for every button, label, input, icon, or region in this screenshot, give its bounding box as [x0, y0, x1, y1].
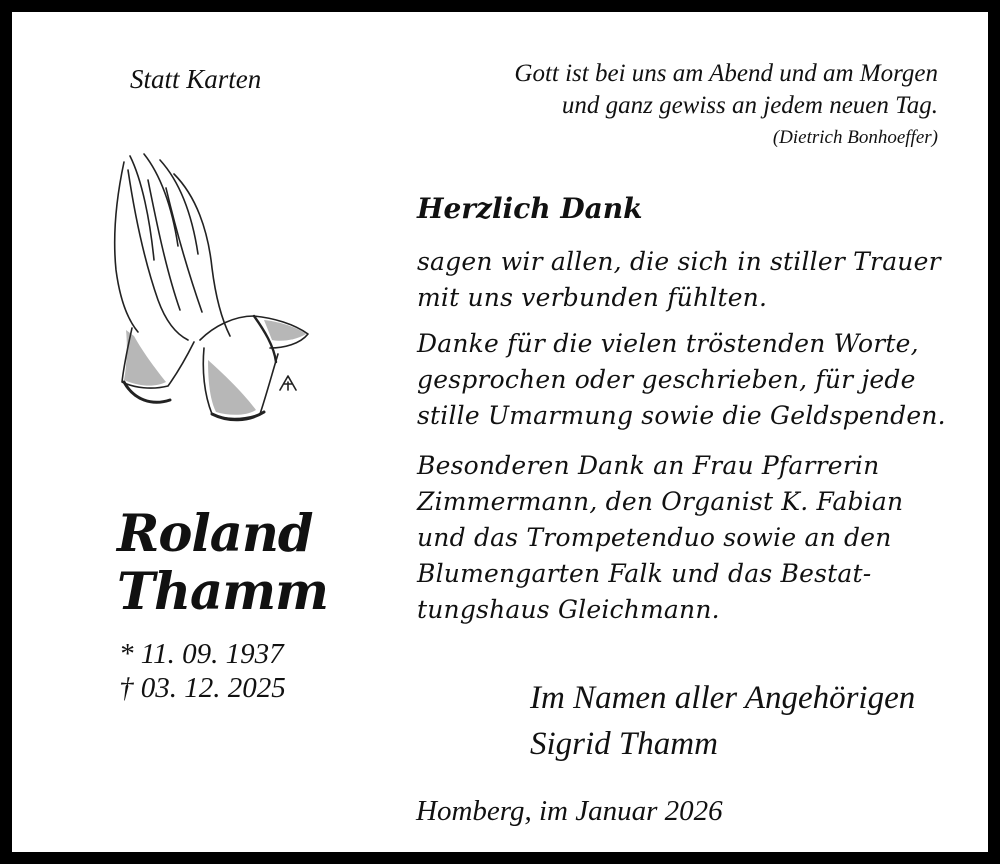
motto-quote [514, 58, 938, 152]
death-date: † 03. 12. 2025 [119, 672, 286, 704]
paragraph-line: stille Umarmung sowie die Geldspenden. [417, 401, 946, 430]
paragraph-line: und das Trompetenduo sowie an den [417, 523, 892, 552]
place-and-date: Homberg, im Januar 2026 [416, 795, 723, 827]
paragraph-line: Blumengarten Falk und das Bestat- [417, 559, 872, 588]
thanks-paragraph-3 [417, 448, 962, 628]
paragraph-line: tungshaus Gleichmann. [417, 595, 720, 624]
paragraph-line: Zimmermann, den Organist K. Fabian [417, 487, 904, 516]
paragraph-line: mit uns verbunden fühlten. [417, 283, 768, 312]
birth-date: * 11. 09. 1937 [119, 638, 284, 670]
deceased-first-name: Roland [117, 504, 313, 564]
signature [530, 675, 915, 767]
motto-line-2: und ganz gewiss an jedem neuen Tag. [561, 92, 938, 119]
motto-line-1: Gott ist bei uns am Abend und am Morgen [514, 60, 938, 87]
praying-hands-icon [104, 150, 314, 425]
deceased-last-name: Thamm [117, 562, 329, 622]
thanks-paragraph-2 [417, 326, 962, 434]
paragraph-line: Besonderen Dank an Frau Pfarrerin [417, 451, 880, 480]
paragraph-line: Danke für die vielen tröstenden Worte, [417, 329, 919, 358]
paragraph-line: sagen wir allen, die sich in stiller Trauer [417, 247, 941, 276]
signature-name: Sigrid Thamm [530, 726, 718, 762]
paragraph-line: gesprochen oder geschrieben, für jede [417, 365, 916, 394]
thanks-paragraph-1 [417, 244, 962, 316]
deceased-name [117, 505, 328, 621]
header-statt-karten: Statt Karten [130, 64, 262, 94]
life-dates [119, 637, 286, 705]
motto-source: (Dietrich Bonhoeffer) [772, 127, 938, 148]
signature-line-1: Im Namen aller Angehörigen [530, 680, 916, 716]
thanks-heading: Herzlich Dank [417, 192, 643, 225]
